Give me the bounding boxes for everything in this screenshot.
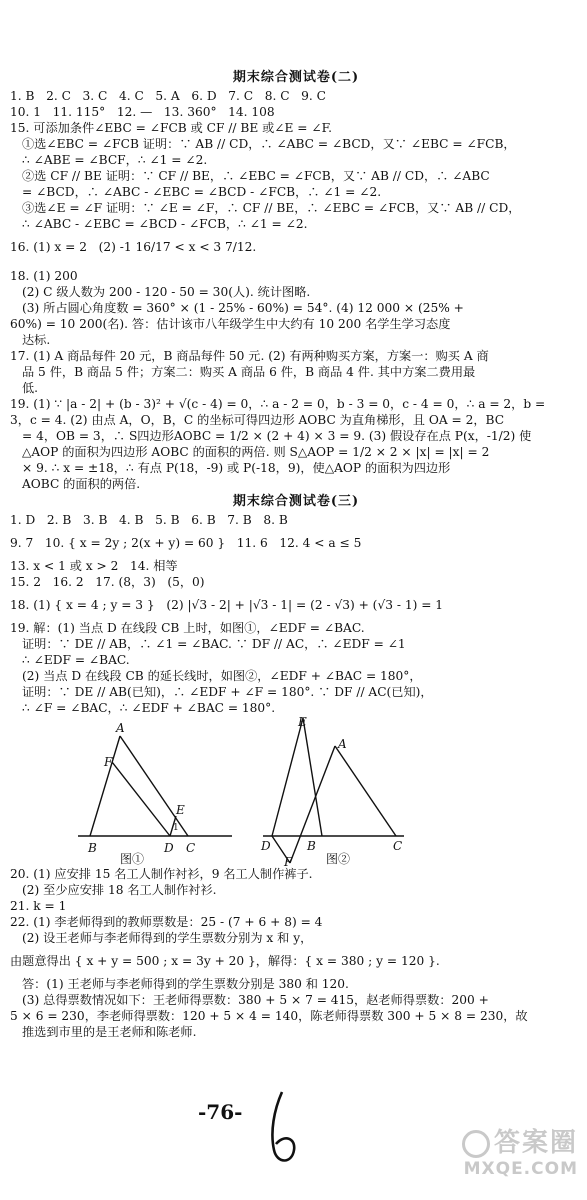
fig2-label-d: D (261, 839, 271, 853)
answers-block-d (10, 620, 582, 716)
answer-line: 15. 2 16. 2 17. (8，3) (5，0) (10, 575, 205, 589)
answer-line: (2) 设王老师与李老师得到的学生票数分别为 x 和 y， (22, 931, 313, 945)
answer-line: 18. (1) 200 (10, 269, 78, 283)
fig2-label-b: B (307, 839, 316, 853)
fig2-label-f: F (284, 855, 293, 866)
fig2-caption: 图② (326, 852, 351, 866)
answer-line: ∴ ∠EDF = ∠BAC. (22, 653, 130, 667)
fig2-label-a: A (338, 737, 347, 751)
answer-line: AOBC 的面积的两倍. (22, 477, 141, 491)
answer-line: 推选到市里的是王老师和陈老师. (22, 1025, 197, 1039)
answer-line: 达标. (22, 333, 51, 347)
fig1-line-df (112, 762, 170, 836)
answers-9-12: 9. 7 10. { x = 2y ; 2(x + y) = 60 } 11. 6 12. 4 < a ≤ 5 (10, 536, 362, 550)
answer-22-system: 由题意得出 { x + y = 500 ; x = 3y + 20 }，解得：{ x = 380 ; y = 120 }. (10, 954, 440, 968)
page-number: -76- (198, 1100, 243, 1124)
fig1-label-f: F (104, 755, 113, 769)
geometry-figures (10, 716, 582, 866)
answers-block-a (10, 88, 582, 232)
answer-line: = 4，OB = 3，∴ S四边形AOBC = 1/2 × (2 + 4) × 3 = 9. (3) 假设存在点 P(x，-1/2) 使 (22, 429, 532, 443)
answer-line: 60%) = 10 200(名). 答：估计该市八年级学生中大约有 10 200 名学生学习态度 (10, 317, 451, 331)
answer-line: 证明：∵ DE // AB，∴ ∠1 = ∠BAC. ∵ DF // AC，∴ ∠EDF = ∠1 (22, 637, 406, 651)
answer-line: ∴ ∠F = ∠BAC，∴ ∠EDF + ∠BAC = 180°. (22, 701, 276, 715)
answer-line: 3，c = 4. (2) 由点 A，O，B，C 的坐标可得四边形 AOBC 为直角梯形，且 OA = 2，BC (10, 413, 505, 427)
fig2-line-eb (303, 718, 322, 836)
answer-line: △AOP 的面积为四边形 AOBC 的面积的两倍. 则 S△AOP = 1/2 × 2 × |x| = |x| = 2 (22, 445, 490, 459)
answer-line: 13. x < 1 或 x > 2 14. 相等 (10, 559, 178, 573)
answers-1-8: 1. D 2. B 3. B 4. B 5. B 6. B 7. B 8. B (10, 513, 288, 527)
answer-line: 17. (1) A 商品每件 20 元，B 商品每件 50 元. (2) 有两种购买方案，方案一：购买 A 商 (10, 349, 489, 363)
answer-line: (2) 至少应安排 18 名工人制作衬衫. (22, 883, 217, 897)
answer-line: 22. (1) 李老师得到的教师票数是：25 - (7 + 6 + 8) = 4 (10, 915, 323, 929)
fig1-label-e: E (176, 803, 185, 817)
answer-line: ②选 CF // BE 证明：∵ CF // BE，∴ ∠EBC = ∠FCB，又∵ AB // CD，∴ ∠ABC (22, 169, 490, 183)
answer-line: 5 × 6 = 230，李老师得票数：120 + 5 × 4 = 140，陈老师得票数 300 + 5 × 8 = 230，故 (10, 1009, 528, 1023)
fig1-caption: 图① (120, 852, 145, 866)
handwritten-mark (262, 1088, 302, 1168)
answer-line: 1. B 2. C 3. C 4. C 5. A 6. D 7. C 8. C 9. C (10, 89, 326, 103)
figures-svg (10, 716, 582, 866)
fig2-line-ac (335, 746, 396, 836)
answers-block-f (10, 976, 582, 1040)
answer-line: 品 5 件，B 商品 5 件；方案二：购买 A 商品 6 件，B 商品 4 件. 其中方案二费用最 (22, 365, 476, 379)
answer-line: 证明：∵ DE // AB(已知)，∴ ∠EDF + ∠F = 180°. ∵ DF // AC(已知)， (22, 685, 433, 699)
answer-line: 19. (1) ∵ |a - 2| + (b - 3)² + √(c - 4) = 0，∴ a - 2 = 0，b - 3 = 0，c - 4 = 0，∴ a = 2，b = (10, 397, 546, 411)
watermark (438, 1122, 578, 1179)
answer-line: 20. (1) 应安排 15 名工人制作衬衫，9 名工人制作裤子. (10, 867, 313, 881)
fig1-label-d: D (164, 841, 174, 855)
answer-line: ①选∠EBC = ∠FCB 证明：∵ AB // CD，∴ ∠ABC = ∠BCD，又∵ ∠EBC = ∠FCB， (22, 137, 516, 151)
watermark-line2: MXQE.COM (463, 1159, 578, 1179)
answer-page (10, 68, 582, 1040)
answer-line: ∴ ∠ABE = ∠BCF，∴ ∠1 = ∠2. (22, 153, 208, 167)
fig2-line-ed (272, 718, 303, 836)
watermark-logo-icon (462, 1130, 490, 1158)
fig1-label-b: B (88, 841, 97, 855)
answer-line: 低. (22, 381, 39, 395)
answer-18: 18. (1) { x = 4 ; y = 3 } (2) |√3 - 2| + |√3 - 1| = (2 - √3) + (√3 - 1) = 1 (10, 598, 444, 612)
answer-line: (3) 总得票数情况如下：王老师得票数：380 + 5 × 7 = 415，赵老师得票数：200 + (22, 993, 489, 1007)
answer-line: 答：(1) 王老师与李老师得到的学生票数分别是 380 和 120. (22, 977, 349, 991)
answers-block-b (10, 268, 582, 492)
fig2-label-c: C (393, 839, 403, 853)
answer-line: 21. k = 1 (10, 899, 67, 913)
fig1-label-a: A (116, 721, 125, 735)
answer-line: 15. 可添加条件∠EBC = ∠FCB 或 CF // BE 或∠E = ∠F. (10, 121, 333, 135)
fig1-line-ab (90, 736, 120, 836)
section-title-2: 期末综合测试卷(二) (232, 70, 360, 85)
answer-line: 19. 解：(1) 当点 D 在线段 CB 上时，如图①，∠EDF = ∠BAC. (10, 621, 365, 635)
answer-line: = ∠BCD，∴ ∠ABC - ∠EBC = ∠BCD - ∠FCB，∴ ∠1 = ∠2. (22, 185, 382, 199)
answer-line: (2) 当点 D 在线段 CB 的延长线时，如图②，∠EDF + ∠BAC = 180°， (22, 669, 422, 683)
fig1-label-c: C (186, 841, 196, 855)
answer-line: (2) C 级人数为 200 - 120 - 50 = 30(人). 统计图略. (22, 285, 311, 299)
answer-line: (3) 所占圆心角度数 = 360° × (1 - 25% - 60%) = 54°. (4) 12 000 × (25% + (22, 301, 464, 315)
answers-block-e (10, 866, 582, 946)
answer-line: ③选∠E = ∠F 证明：∵ ∠E = ∠F，∴ CF // BE，∴ ∠EBC = ∠FCB，又∵ AB // CD， (22, 201, 521, 215)
fig1-label-angle: 1 (173, 823, 179, 833)
answer-line: × 9. ∴ x = ±18，∴ 有点 P(18，-9) 或 P(-18，9)，使△AOP 的面积为四边形 (22, 461, 451, 475)
watermark-line1: 答案圈 (493, 1128, 578, 1158)
answer-16: 16. (1) x = 2 (2) -1 16/17 < x < 3 7/12. (10, 240, 257, 254)
section-title-3: 期末综合测试卷(三) (232, 494, 360, 509)
answer-line: ∴ ∠ABC - ∠EBC = ∠BCD - ∠FCB，∴ ∠1 = ∠2. (22, 217, 308, 231)
fig2-label-e: E (298, 716, 307, 729)
answers-block-c (10, 558, 582, 590)
answer-line: 10. 1 11. 115° 12. — 13. 360° 14. 108 (10, 105, 275, 119)
